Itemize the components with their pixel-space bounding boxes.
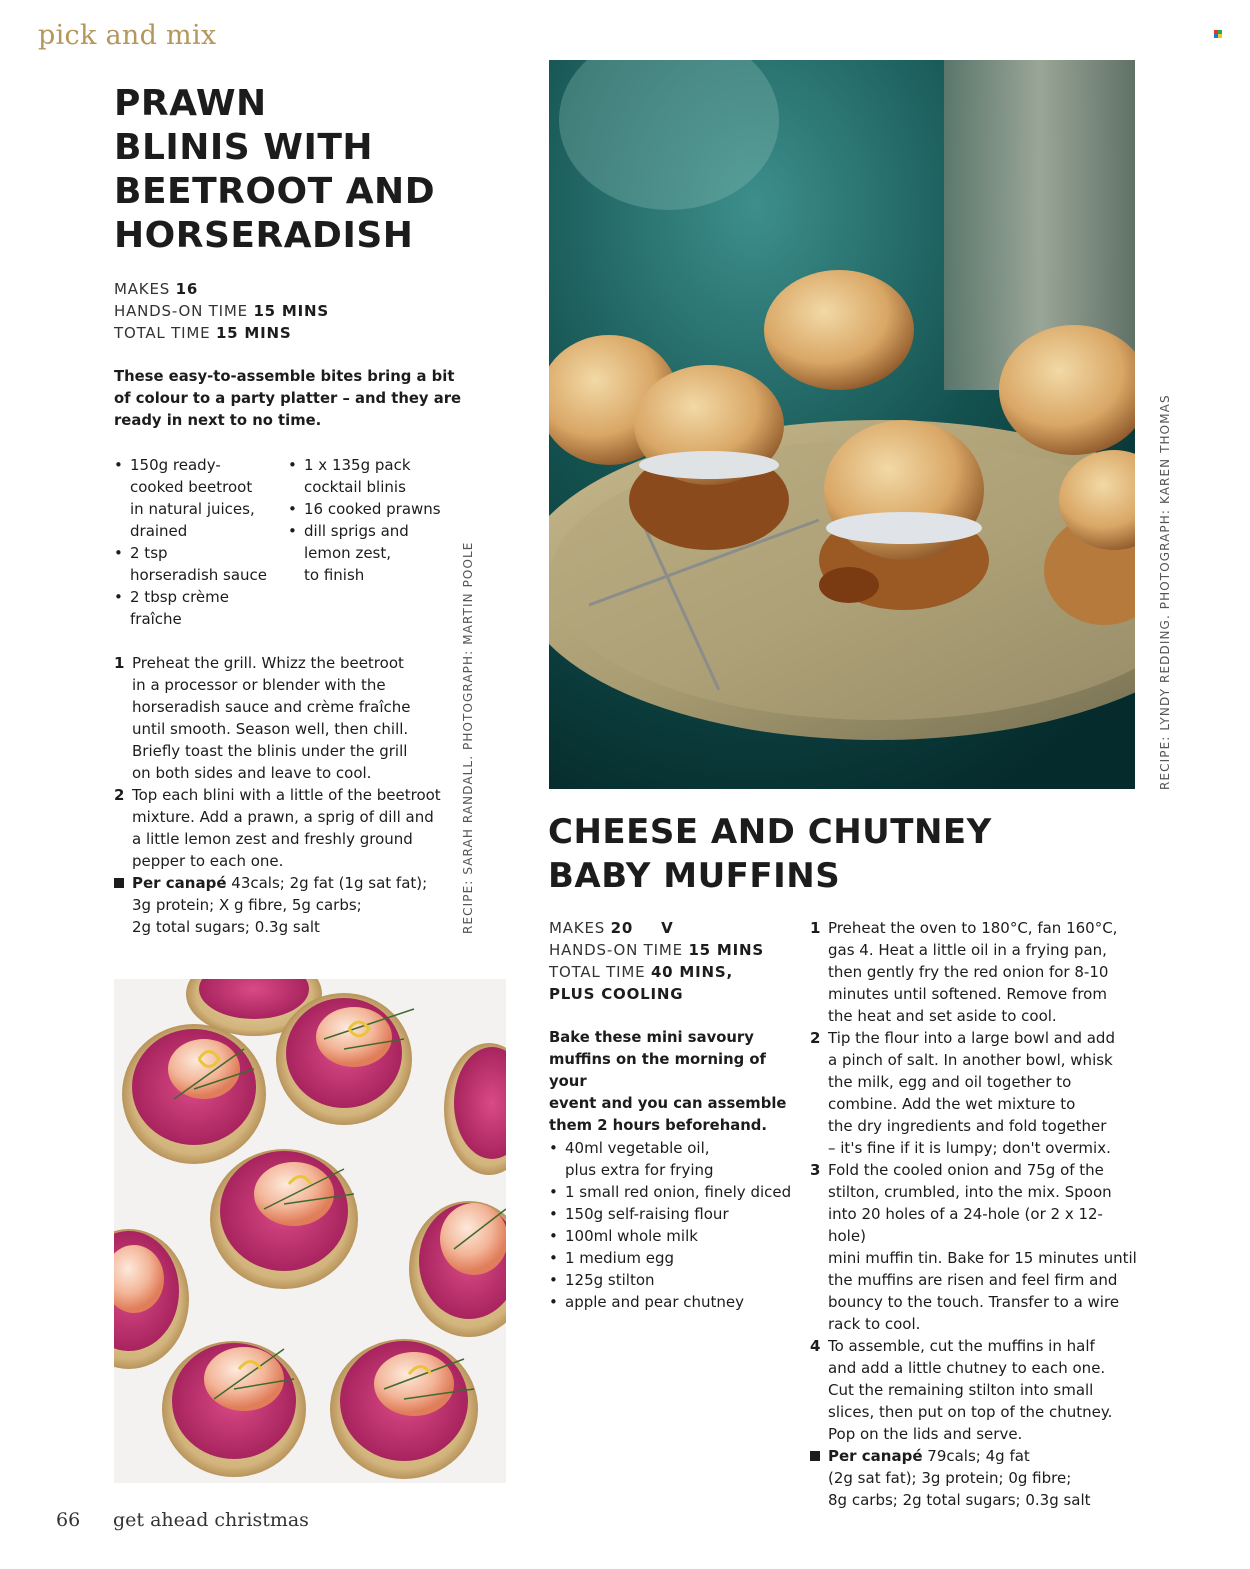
title-line: BABY MUFFINS bbox=[548, 856, 841, 896]
title-line: HORSERADISH bbox=[114, 215, 414, 256]
title-line: BEETROOT AND bbox=[114, 171, 436, 212]
method-step: 1 Preheat the oven to 180°C, fan 160°C, gas 4. Heat a little oil in a frying pan, then gently fry the red onion for 8-10 minutes until softened. Remove from the heat and set aside to cool. bbox=[810, 919, 1118, 1025]
method-step: 2 Top each blini with a little of the beetroot mixture. Add a prawn, a sprig of dill and a little lemon zest and freshly ground pepper to each one. bbox=[114, 786, 441, 870]
ingredient-item: • 1 x 135g pack cocktail blinis bbox=[288, 454, 458, 498]
page-number: 66 bbox=[56, 1509, 81, 1531]
method-step: 2 Tip the flour into a large bowl and add a pinch of salt. In another bowl, whisk the milk, egg and oil together to combine. Add the wet mixture to the dry ingredients and fold together – it's fine if it is lumpy; don't overmix. bbox=[810, 1029, 1115, 1157]
recipe-1-title bbox=[114, 82, 494, 258]
recipe-1-ingredients-right bbox=[288, 454, 458, 586]
color-mark-icon bbox=[1214, 30, 1224, 38]
recipe-2-ingredients bbox=[549, 1137, 799, 1313]
recipe-2-method bbox=[810, 917, 1140, 1511]
recipe-1-meta bbox=[114, 278, 474, 344]
meta-total: TOTAL TIME 15 MINS bbox=[114, 324, 292, 342]
square-bullet-icon bbox=[114, 878, 124, 888]
nutrition-info: Per canapé 79cals; 4g fat (2g sat fat); 3g protein; 0g fibre; 8g carbs; 2g total sugars; 0.3g salt bbox=[810, 1445, 1140, 1511]
square-bullet-icon bbox=[810, 1451, 820, 1461]
ingredient-item: • 16 cooked prawns bbox=[288, 498, 458, 520]
recipe-1-intro: These easy-to-assemble bites bring a bit of colour to a party platter – and they are ready in next to no time. bbox=[114, 368, 462, 429]
recipe-2-meta bbox=[549, 917, 799, 1005]
ingredient-item: • 1 small red onion, finely diced bbox=[549, 1181, 799, 1203]
ingredient-item: • 150g ready- cooked beetroot in natural juices, drained bbox=[114, 454, 284, 542]
recipe-1-method bbox=[114, 652, 464, 938]
ingredient-item: • 150g self-raising flour bbox=[549, 1203, 799, 1225]
meta-cooling: PLUS COOLING bbox=[549, 985, 684, 1003]
ingredient-item: • apple and pear chutney bbox=[549, 1291, 799, 1313]
recipe-1-ingredients-left bbox=[114, 454, 284, 630]
ingredient-item: • 2 tbsp crème fraîche bbox=[114, 586, 284, 630]
section-title: pick and mix bbox=[38, 20, 217, 51]
meta-makes: MAKES 20 V bbox=[549, 919, 674, 937]
nutrition-info: Per canapé 43cals; 2g fat (1g sat fat); 3g protein; X g fibre, 5g carbs; 2g total sugars; 0.3g salt bbox=[114, 872, 464, 938]
ingredient-item: • 100ml whole milk bbox=[549, 1225, 799, 1247]
method-step: 1 Preheat the grill. Whizz the beetroot in a processor or blender with the horseradish sauce and crème fraîche until smooth. Season well, then chill. Briefly toast the blinis under the grill on both sides and leave to cool. bbox=[114, 654, 411, 782]
ingredient-item: • dill sprigs and lemon zest, to finish bbox=[288, 520, 458, 586]
publication-title: get ahead christmas bbox=[113, 1509, 309, 1531]
meta-makes: MAKES 16 bbox=[114, 280, 199, 298]
title-line: PRAWN bbox=[114, 83, 267, 124]
title-line: BLINIS WITH bbox=[114, 127, 374, 168]
recipe-1-credit: RECIPE: SARAH RANDALL. PHOTOGRAPH: MARTIN POOLE bbox=[461, 541, 475, 934]
muffins-photo bbox=[549, 60, 1135, 789]
ingredient-item: • 2 tsp horseradish sauce bbox=[114, 542, 284, 586]
blinis-photo bbox=[114, 979, 506, 1483]
ingredient-item: • 1 medium egg bbox=[549, 1247, 799, 1269]
vegetarian-badge: V bbox=[661, 919, 674, 937]
recipe-2-intro: Bake these mini savoury muffins on the morning of your event and you can assemble them 2 hours beforehand. bbox=[549, 1029, 787, 1134]
ingredient-item: • 125g stilton bbox=[549, 1269, 799, 1291]
recipe-2-credit: RECIPE: LYNDY REDDING. PHOTOGRAPH: KAREN THOMAS bbox=[1158, 394, 1172, 790]
meta-hands-on: HANDS-ON TIME 15 MINS bbox=[114, 302, 329, 320]
meta-total: TOTAL TIME 40 MINS, bbox=[549, 963, 733, 981]
meta-hands-on: HANDS-ON TIME 15 MINS bbox=[549, 941, 764, 959]
recipe-2-title bbox=[548, 810, 1138, 898]
method-step: 4 To assemble, cut the muffins in half and add a little chutney to each one. Cut the remaining stilton into small slices, then put on top of the chutney. Pop on the lids and serve. bbox=[810, 1337, 1113, 1443]
title-line: CHEESE AND CHUTNEY bbox=[548, 812, 992, 852]
ingredient-item: • 40ml vegetable oil, plus extra for frying bbox=[549, 1137, 799, 1181]
method-step: 3 Fold the cooled onion and 75g of the stilton, crumbled, into the mix. Spoon into 20 holes of a 24-hole (or 2 x 12-hole) mini muffin tin. Bake for 15 minutes until the muffins are risen and feel firm and bouncy to the touch. Transfer to a wire rack to cool. bbox=[810, 1161, 1137, 1333]
